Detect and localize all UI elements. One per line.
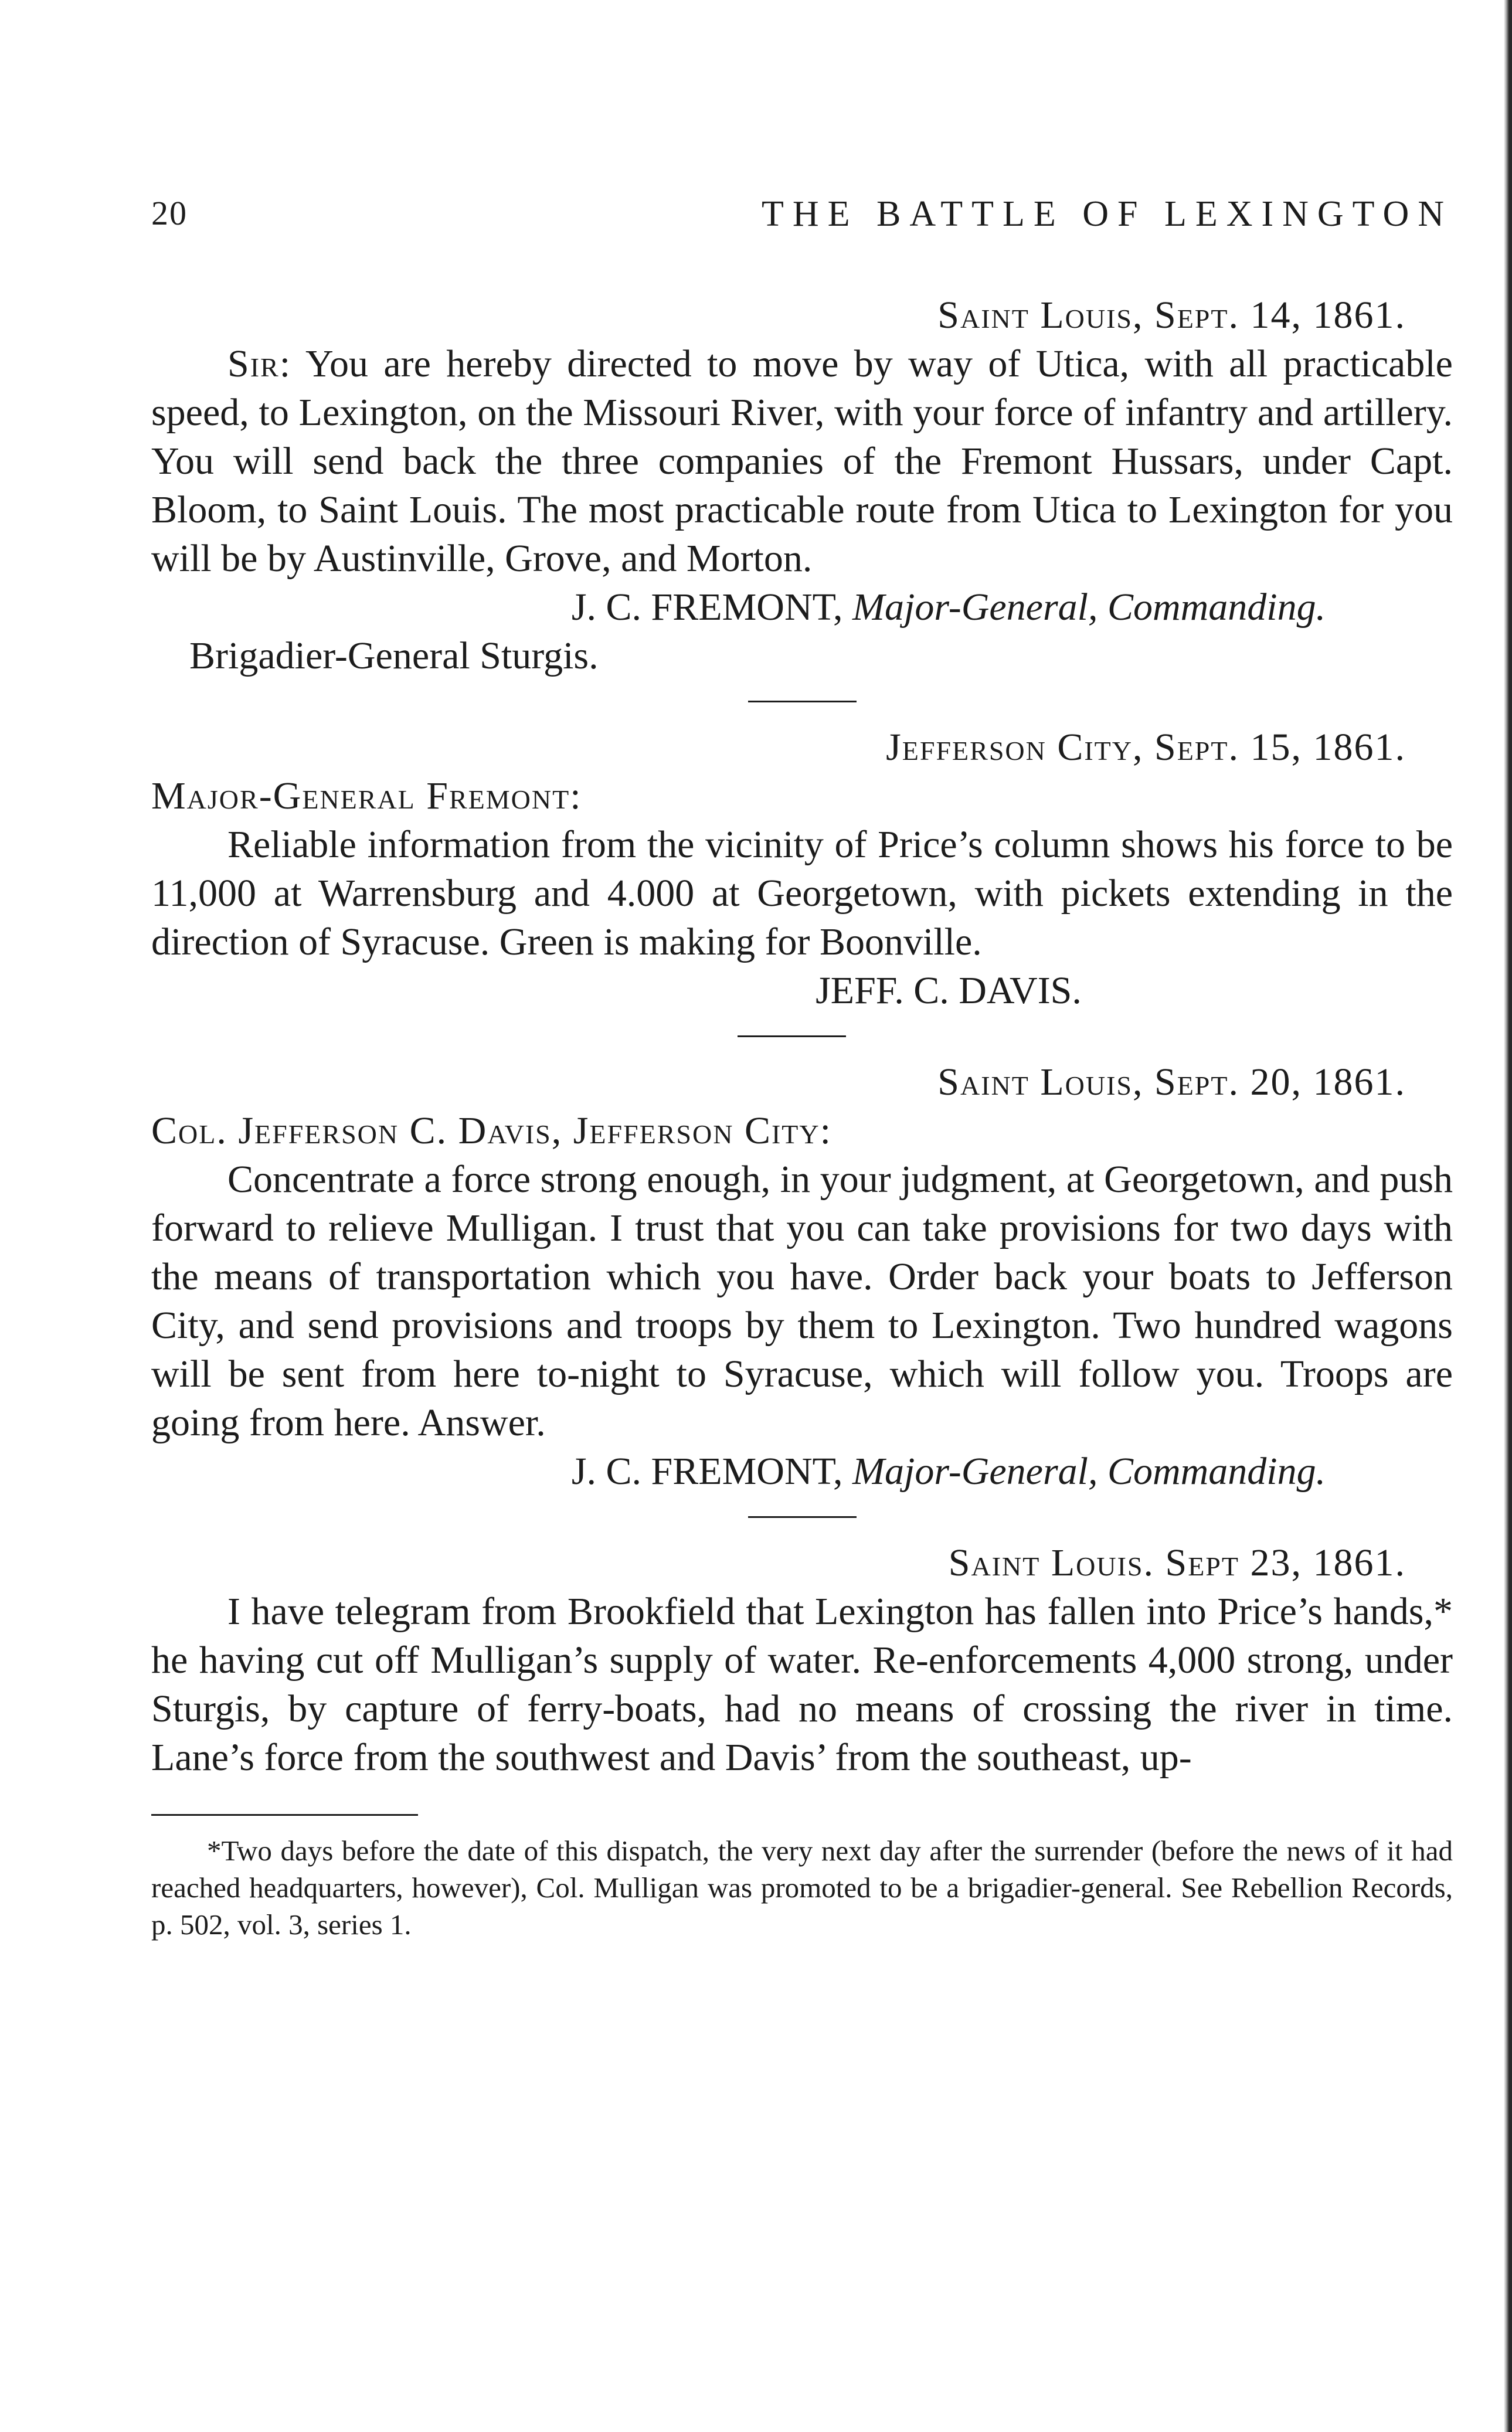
dispatch-dateline: Saint Louis, Sept. 20, 1861. — [937, 1061, 1406, 1103]
page-edge-shadow — [1504, 0, 1512, 2432]
dispatch-salutation: Col. Jefferson C. Davis, Jefferson City: — [151, 1109, 832, 1152]
dispatch-body: Reliable information from the vicinity of Price’s column shows his force to be 11,000 at Warrensburg and 4.000 at Georgetown, with pickets extending in the direction of Syracuse. Green is making for Boonville. — [151, 823, 1453, 963]
footnote — [151, 1832, 1453, 1943]
footnote-rule — [151, 1814, 418, 1816]
dispatch-body-text: You are hereby directed to move by way of Utica, with all practicable speed, to Lexington, on the Missouri River, with your force of infantry and artillery. You will send back the three companies of the Fremont Hussars, under Capt. Bloom, to Saint Louis. The most practicable route from Utica to Lexington for you will be by Austinville, Grove, and Morton. — [151, 342, 1453, 580]
dispatch-body: I have telegram from Brookfield that Lexington has fallen into Price’s hands,* he having cut off Mulligan’s supply of water. Re-enforcements 4,000 strong, under Sturgis, by capture of ferry-boats, had no means of crossing the river in time. Lane’s force from the southwest and Davis’ from the southeast, up- — [151, 1590, 1453, 1779]
section-divider — [748, 701, 857, 702]
dispatch-signature — [151, 1447, 1453, 1496]
running-head: THE BATTLE OF LEXINGTON — [761, 194, 1453, 234]
dispatch-4 — [151, 1538, 1453, 1782]
signature-name: J. C. FREMONT, — [571, 586, 843, 629]
section-divider — [748, 1516, 857, 1518]
dispatch-signature: JEFF. C. DAVIS. — [816, 969, 1082, 1012]
dispatch-dateline: Saint Louis. Sept 23, 1861. — [948, 1541, 1406, 1584]
dispatch-1 — [151, 291, 1453, 680]
signature-name: J. C. FREMONT, — [571, 1450, 843, 1493]
dispatch-signature — [151, 583, 1453, 631]
dispatch-salutation: Major-General Fremont: — [151, 775, 582, 817]
dispatch-body: Concentrate a force strong enough, in your judgment, at Georgetown, and push forward to relieve Mulligan. I trust that you can take provisions for two days with the means of transportation which you have. Order back your boats to Jefferson City, and send provisions and troops by them to Lexington. Two hundred wagons will be sent from here to-night to Syracuse, which will follow you. Troops are going from here. Answer. — [151, 1158, 1453, 1444]
dispatch-3 — [151, 1058, 1453, 1496]
signature-title: Major-General, Commanding. — [852, 1450, 1326, 1493]
salutation-lead: Sir: — [227, 342, 292, 385]
dispatch-dateline: Saint Louis, Sept. 14, 1861. — [937, 294, 1406, 337]
dispatch-addressee: Brigadier-General Sturgis. — [189, 634, 599, 677]
signature-title: Major-General, Commanding. — [852, 586, 1326, 629]
page-header — [151, 193, 1453, 246]
footnote-text: *Two days before the date of this dispatch, the very next day after the surrender (before the news of it had reached headquarters, however), Col. Mulligan was promoted to be a brigadier-general. See Rebellion Records, p. 502, vol. 3, series 1. — [151, 1835, 1453, 1941]
page-number: 20 — [151, 194, 188, 232]
dispatch-dateline: Jefferson City, Sept. 15, 1861. — [886, 726, 1406, 769]
dispatch-body — [151, 339, 1453, 583]
dispatch-2 — [151, 723, 1453, 1015]
page-body — [151, 291, 1453, 1943]
section-divider — [738, 1035, 846, 1037]
